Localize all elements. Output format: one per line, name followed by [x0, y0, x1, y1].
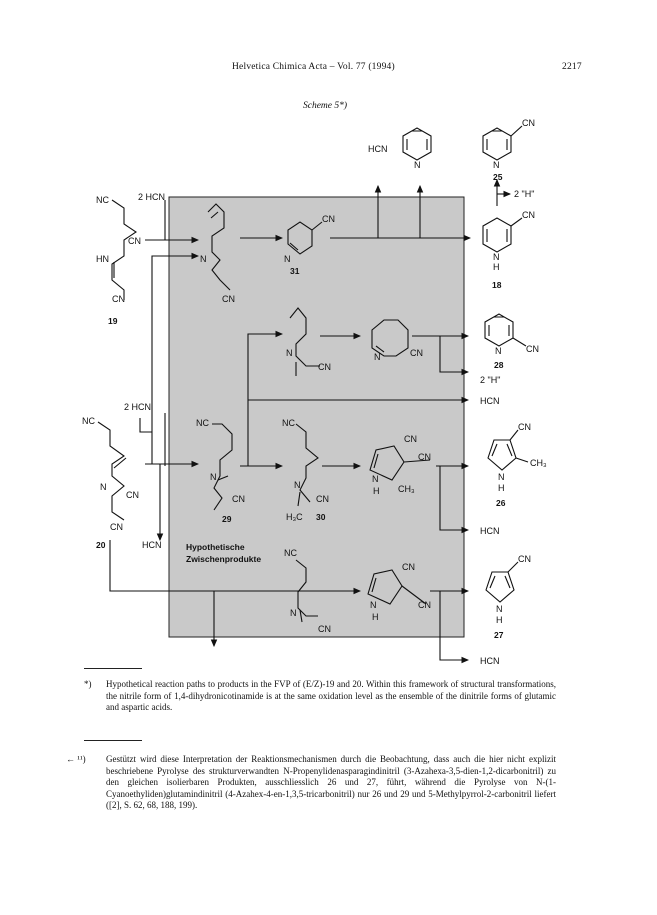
label-cn-pyrroline2-b: CN [418, 600, 431, 610]
footnote-rule-1 [84, 668, 142, 669]
footnote-rule-2 [84, 740, 142, 741]
label-cn-31: CN [322, 214, 335, 224]
label-h3c-30: H₃C [286, 512, 303, 522]
label-2h-25: 2 "H" [514, 189, 535, 199]
compound-31: 31 [290, 266, 300, 276]
label-cn-20b: CN [110, 522, 123, 532]
label-hcn-20b: HCN [142, 540, 162, 550]
compound-29: 29 [222, 514, 232, 524]
label-h-pyrroline: H [373, 486, 380, 496]
label-cn-int2: CN [318, 362, 331, 372]
label-n-pyridine: N [414, 160, 421, 170]
footnote-scheme: Hypothetical reaction paths to products in the FVP of (E/Z)-19 and 20. Within this framework of structural transformations, the nitrile form of 1,4-dihydronicotinamide is at the same oxidation level as the ensemble of the dinitrile forms of glutamic and aspartic acids. [106, 679, 556, 713]
label-2hcn-20: 2 HCN [124, 402, 152, 412]
label-n-pyrroline2: N [370, 600, 377, 610]
label-cn-int1: CN [222, 294, 235, 304]
label-cn-pyrroline-a: CN [404, 434, 417, 444]
label-n-18: N [493, 252, 500, 262]
scheme-title: Scheme 5*) [303, 101, 348, 111]
label-n-30: N [294, 480, 301, 490]
label-cn-29: CN [232, 494, 245, 504]
label-h-26: H [498, 483, 505, 493]
label-cn-19b: CN [112, 294, 125, 304]
label-n-27: N [496, 604, 503, 614]
label-cn-pyrroline2-a: CN [402, 562, 415, 572]
label-h-18: H [493, 262, 500, 272]
compound-27: 27 [494, 630, 504, 640]
compound-26: 26 [496, 498, 506, 508]
label-nc-int-bottom: NC [284, 548, 297, 558]
label-cn-18: CN [522, 210, 535, 220]
label-n-thp: N [374, 352, 381, 362]
label-nc-20: NC [82, 416, 95, 426]
label-2h-28: 2 "H" [480, 375, 501, 385]
label-cn-pyrroline-b: CN [418, 452, 431, 462]
label-nc-29: NC [196, 418, 209, 428]
box-label-line1: Hypothetische [186, 542, 245, 552]
label-h-27: H [496, 615, 503, 625]
label-n-pyrroline: N [372, 474, 379, 484]
compound-20: 20 [96, 540, 106, 550]
label-hn-19: HN [96, 254, 109, 264]
label-ch3-pyrroline: CH₃ [398, 484, 415, 494]
label-nc-30: NC [282, 418, 295, 428]
label-n-29: N [210, 472, 217, 482]
label-n-int1: N [200, 254, 207, 264]
footnote-11: Gestützt wird diese Interpretation der Reaktionsmechanismen durch die Beobachtung, dass auch die hier nicht explizit beschriebene Pyrolyse des strukturverwandten N-Propenylidenasparagindinitril (3-Azahexa-3,5-dien-1,2-dicarbonitril) zu den gleichen isolierbaren Produkten, ausschliesslich 26 und 27, führt, während die Pyrolyse von N-(1-Cyanoethyliden)glutamindinitril (4-Azahex-4-en-1,3,5-tricarbonitril) nur 26 und 29 und 5-Methylpyrrol-2-carbonitril liefert ([2], S. 62, 68, 188, 199). [106, 754, 556, 811]
label-ch3-26: CH₃ [530, 458, 547, 468]
label-nc-19: NC [96, 195, 109, 205]
compound-30: 30 [316, 512, 326, 522]
page-number: 2217 [562, 62, 582, 72]
label-n-31: N [284, 254, 291, 264]
label-n-25: N [493, 160, 500, 170]
label-n-20: N [100, 482, 107, 492]
label-n-int-bottom: N [290, 608, 297, 618]
compound-25: 25 [493, 172, 503, 182]
label-cn-26: CN [518, 422, 531, 432]
footnote-11-marker: ← ¹¹) [66, 754, 86, 764]
label-cn-28: CN [526, 344, 539, 354]
footnote-scheme-marker: *) [84, 679, 92, 689]
label-n-28: N [495, 346, 502, 356]
label-cn-25: CN [522, 118, 535, 128]
label-n-26: N [498, 472, 505, 482]
label-hcn-out2: HCN [480, 526, 500, 536]
label-hcn-out1: HCN [480, 396, 500, 406]
label-cn-27: CN [518, 554, 531, 564]
box-label-line2: Zwischenprodukte [186, 554, 262, 564]
compound-18: 18 [492, 280, 502, 290]
label-cn-20a: CN [126, 490, 139, 500]
compound-28: 28 [494, 360, 504, 370]
label-2hcn-19: 2 HCN [138, 192, 166, 202]
label-hcn-out3: HCN [480, 656, 500, 666]
intermediates-box [169, 197, 464, 637]
label-cn-30: CN [316, 494, 329, 504]
label-n-int2: N [286, 348, 293, 358]
running-title: Helvetica Chimica Acta – Vol. 77 (1994) [232, 62, 395, 72]
label-cn-int-bottom: CN [318, 624, 331, 634]
label-cn-thp: CN [410, 348, 423, 358]
label-cn-19a: CN [128, 236, 141, 246]
label-hcn-pyridine: HCN [368, 144, 388, 154]
label-h-pyrroline2: H [372, 612, 379, 622]
compound-19: 19 [108, 316, 118, 326]
